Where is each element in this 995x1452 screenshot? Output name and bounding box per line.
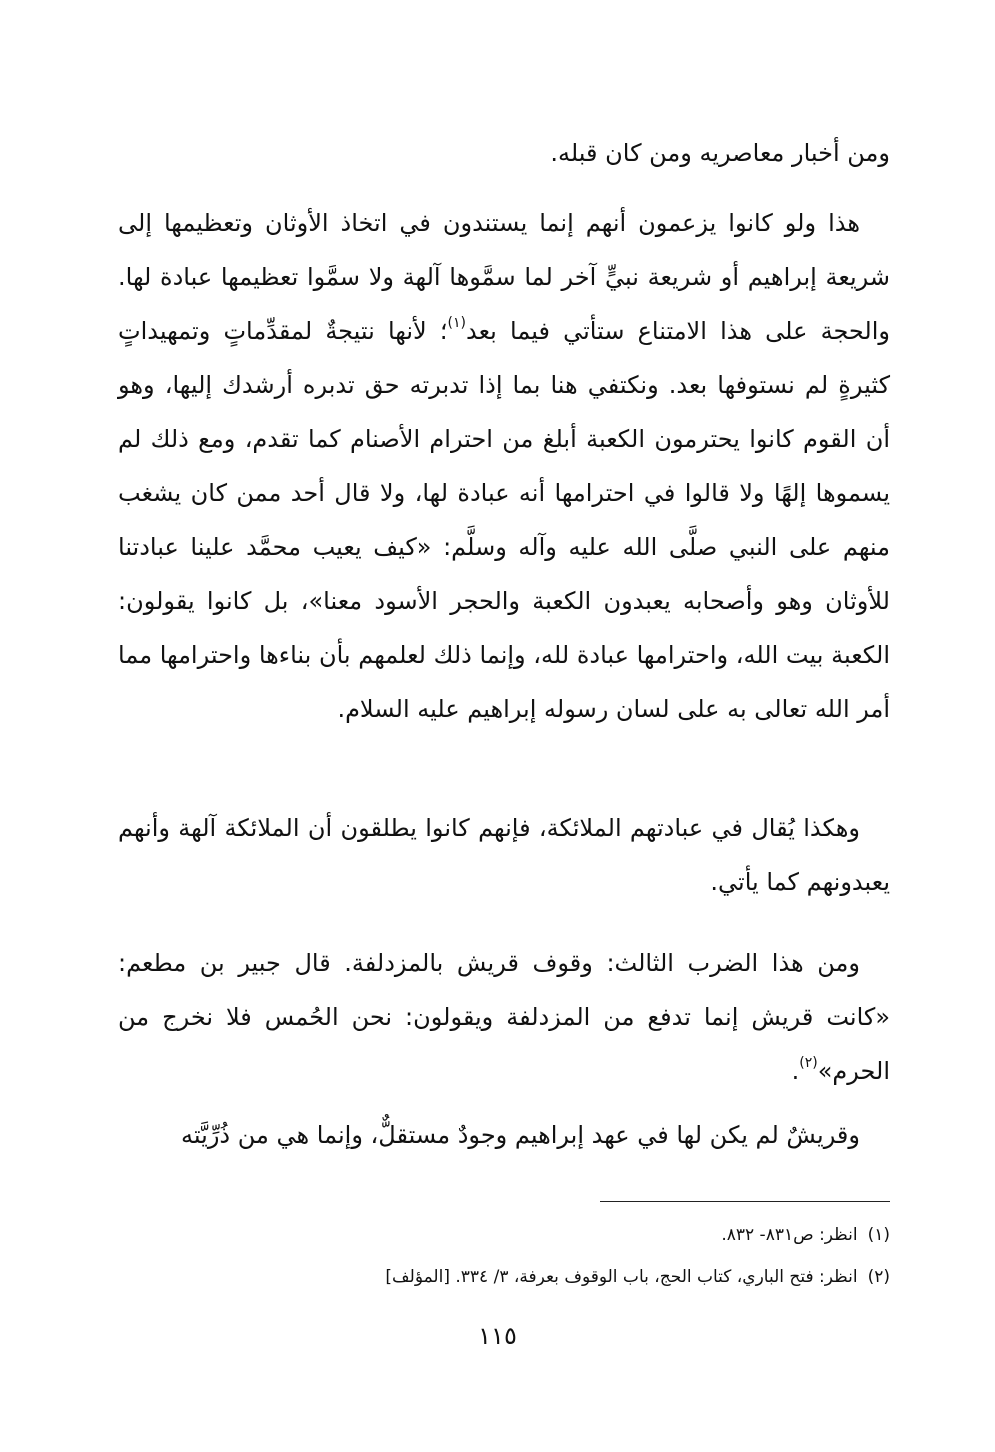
paragraph-third-type bbox=[118, 936, 890, 1098]
text-segment: هذا ولو كانوا يزعمون أنهم إنما يستندون في اتخاذ الأوثان وتعظيمها إلى شريعة إبراهيم أو شريعة نبيٍّ آخر لما سمَّوها آلهة ولا سمَّوا تعظيمها عبادة لها. والحجة على هذا الامتناع ستأتي فيما بعد bbox=[118, 209, 890, 345]
paragraph-text bbox=[118, 196, 890, 736]
footnote-2 bbox=[118, 1256, 890, 1298]
paragraph-text bbox=[118, 936, 890, 1098]
paragraph-text: وهكذا يُقال في عبادتهم الملائكة، فإنهم كانوا يطلقون أن الملائكة آلهة وأنهم يعبدونهم كما يأتي. bbox=[118, 814, 890, 896]
page-number: ١١٥ bbox=[478, 1322, 517, 1350]
paragraph-quraysh bbox=[118, 1108, 890, 1162]
footnote-divider bbox=[600, 1201, 890, 1202]
footnote-1 bbox=[118, 1214, 890, 1256]
paragraph-text: ومن أخبار معاصريه ومن كان قبله. bbox=[550, 139, 890, 167]
paragraph-text: وقريشٌ لم يكن لها في عهد إبراهيم وجودٌ مستقلٌّ، وإنما هي من ذُرِّيَّته bbox=[181, 1121, 860, 1149]
footnote-reference-1[interactable]: (١) bbox=[447, 315, 466, 331]
footnote-text: انظر: فتح الباري، كتاب الحج، باب الوقوف بعرفة، ٣/ ٣٣٤. [المؤلف] bbox=[385, 1267, 858, 1287]
footnote-reference-2[interactable]: (٢) bbox=[799, 1055, 818, 1071]
text-segment: ؛ لأنها نتيجةٌ لمقدِّماتٍ وتمهيداتٍ كثيرةٍ لم نستوفها بعد. ونكتفي هنا بما إذا تدبرته حق تدبره أرشدك إليها، وهو أن القوم كانوا يحترمون الكعبة أبلغ من احترام الأصنام كما تقدم، ومع ذلك لم يسموها إلهًا ولا قالوا في احترامها أنه عبادة لها، ولا قال أحد ممن كان يشغب منهم على النبي صلَّى الله عليه وآله وسلَّم: «كيف يعيب محمَّد علينا عبادتنا للأوثان وهو وأصحابه يعبدون الكعبة والحجر الأسود معنا»، بل كانوا يقولون: الكعبة بيت الله، واحترامها عبادة لله، وإنما ذلك لعلمهم بأن بناءها واحترامها مما أمر الله تعالى به على لسان رسوله إبراهيم عليه السلام. bbox=[118, 317, 890, 723]
footnote-text: انظر: ص٨٣١- ٨٣٢. bbox=[721, 1225, 858, 1245]
text-segment: ومن هذا الضرب الثالث: وقوف قريش بالمزدلفة. قال جبير بن مطعم: «كانت قريش إنما تدفع من المزدلفة ويقولون: نحن الحُمس فلا نخرج من الحرم» bbox=[118, 949, 890, 1085]
text-segment: . bbox=[791, 1057, 800, 1085]
paragraph-main bbox=[118, 196, 890, 736]
footnotes bbox=[118, 1214, 890, 1298]
footnote-number: (٢) bbox=[867, 1267, 890, 1287]
paragraph-angels bbox=[118, 801, 890, 909]
footnote-number: (١) bbox=[867, 1225, 890, 1245]
paragraph-intro bbox=[118, 126, 890, 180]
